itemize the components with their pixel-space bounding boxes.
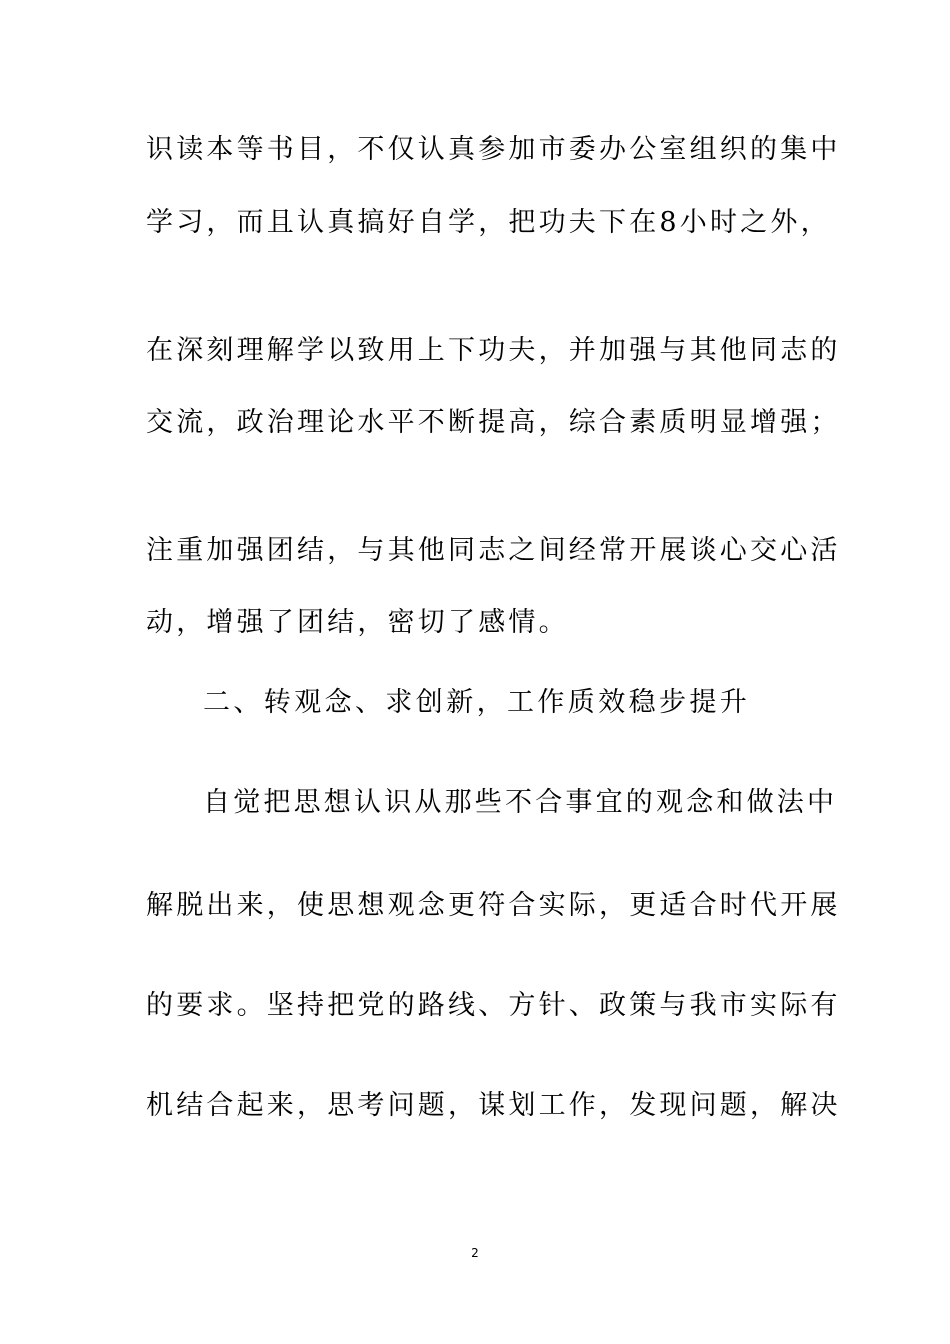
paragraph-line-7: 自觉把思想认识从那些不合事宜的观念和做法中: [203, 787, 838, 818]
paragraph-line-4: 交流，政治理论水平不断提高，综合素质明显增强；: [146, 407, 841, 438]
section-heading: 二、转观念、求创新，工作质效稳步提升: [203, 687, 751, 718]
paragraph-line-9: 的要求。坚持把党的路线、方针、政策与我市实际有: [146, 990, 841, 1021]
paragraph-line-1: 识读本等书目，不仅认真参加市委办公室组织的集中: [146, 134, 841, 165]
page-number: 2: [471, 1246, 479, 1260]
paragraph-line-8: 解脱出来，使思想观念更符合实际，更适合时代开展: [146, 890, 841, 921]
paragraph-line-6: 动，增强了团结，密切了感情。: [146, 607, 569, 638]
paragraph-line-2: 学习，而且认真搞好自学，把功夫下在8小时之外，: [146, 207, 831, 238]
paragraph-line-3: 在深刻理解学以致用上下功夫，并加强与其他同志的: [146, 335, 841, 366]
paragraph-line-5: 注重加强团结，与其他同志之间经常开展谈心交心活: [146, 535, 841, 566]
paragraph-line-10: 机结合起来，思考问题，谋划工作，发现问题，解决: [146, 1090, 841, 1121]
